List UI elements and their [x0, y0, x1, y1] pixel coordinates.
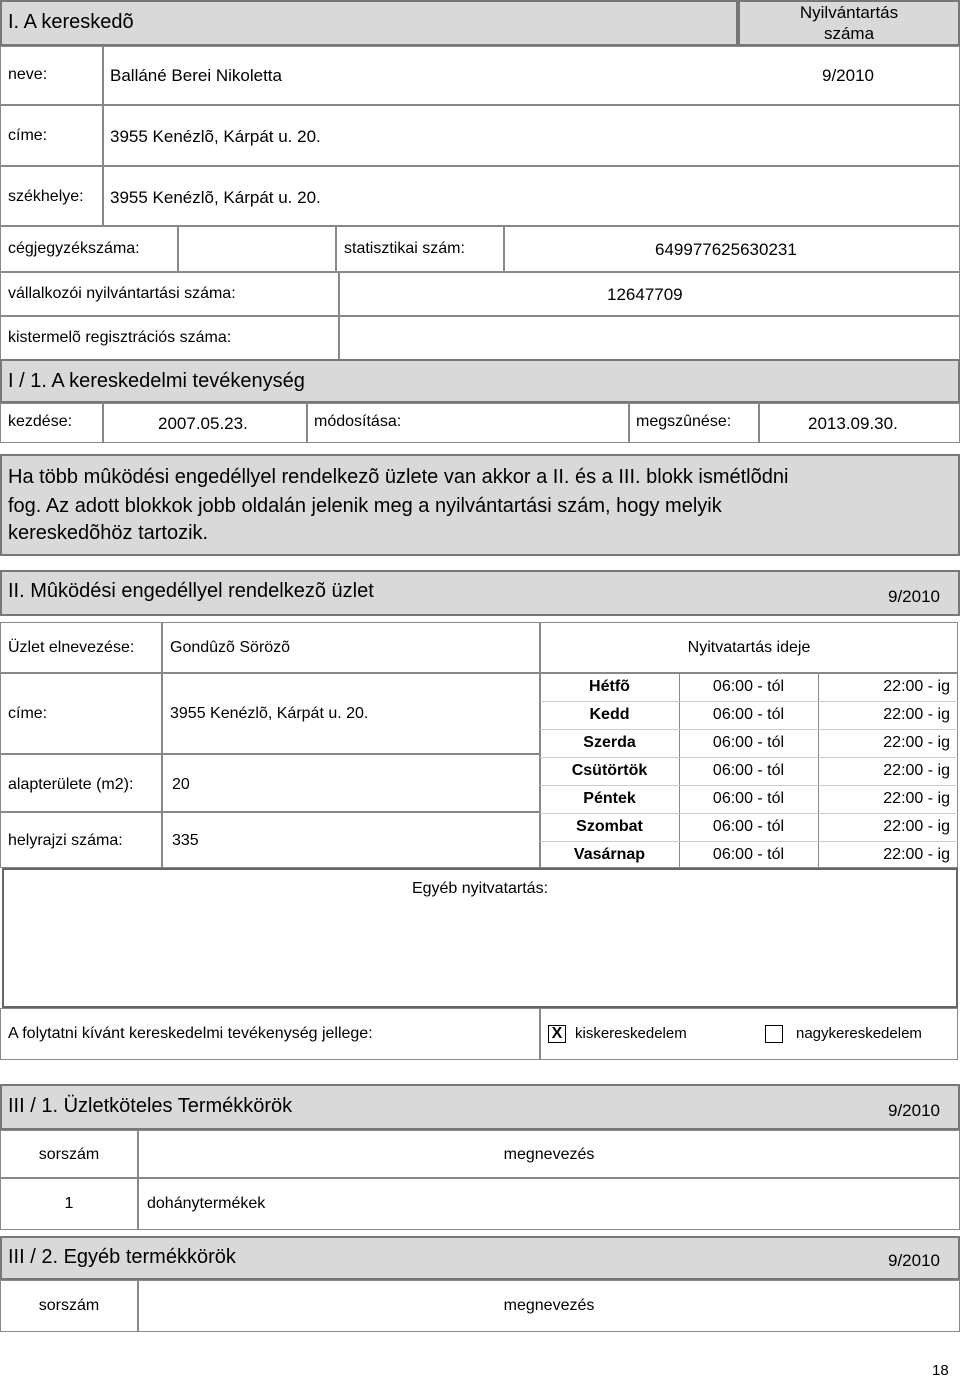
hours-from: 06:00 - tól — [712, 762, 785, 779]
hours-from: 06:00 - tól — [712, 706, 785, 723]
nyilv-value: 9/2010 — [822, 66, 874, 85]
hours-day: Szombat — [576, 818, 643, 835]
section3-1-nyilv-value: 9/2010 — [888, 1101, 940, 1120]
alapterulet-value: 20 — [172, 776, 190, 793]
notice-line-2: fog. Az adott blokkok jobb oldalán jelenik meg a nyilvántartási szám, hogy melyik — [8, 495, 722, 517]
jellege-label: A folytatni kívánt kereskedelmi tevékenység jellege: — [8, 1025, 373, 1042]
alapterulet-label: alapterülete (m2): — [8, 776, 134, 793]
section2-nyilv-value: 9/2010 — [888, 587, 940, 606]
szekhely-value: 3955 Kenézlõ, Kárpát u. 20. — [110, 188, 321, 207]
hours-from: 06:00 - tól — [712, 818, 785, 835]
szekhely-label: székhelye: — [8, 188, 84, 205]
statisztikai-label: statisztikai szám: — [344, 240, 465, 257]
hours-day: Vasárnap — [573, 846, 646, 863]
s31-row-sorszam: 1 — [64, 1195, 74, 1212]
s31-col-megnevezes: megnevezés — [503, 1146, 595, 1163]
uzlet-label: Üzlet elnevezése: — [8, 639, 135, 656]
section1-title: I. A kereskedõ — [8, 11, 134, 33]
hours-day: Hétfõ — [589, 678, 630, 695]
vallalkozoi-label: vállalkozói nyilvántartási száma: — [8, 285, 236, 302]
neve-value: Balláné Berei Nikoletta — [110, 66, 282, 85]
hours-to: 22:00 - ig — [883, 762, 950, 779]
nagykeres-checkbox[interactable] — [765, 1025, 783, 1043]
egyeb-label: Egyéb nyitvatartás: — [411, 880, 549, 897]
nyitvatartas-label: Nyitvatartás ideje — [687, 639, 811, 656]
helyrajzi-value-cell — [162, 812, 540, 868]
hours-to: 22:00 - ig — [883, 706, 950, 723]
nyilv-label-1: Nyilvántartás — [799, 3, 899, 22]
nyilv-label-2: száma — [823, 24, 875, 43]
hours-to: 22:00 - ig — [883, 734, 950, 751]
hours-from: 06:00 - tól — [712, 846, 785, 863]
kezdese-value: 2007.05.23. — [158, 414, 248, 433]
hours-to: 22:00 - ig — [883, 818, 950, 835]
notice-line-3: kereskedõhöz tartozik. — [8, 522, 209, 544]
s31-row-megnevezes: dohánytermékek — [147, 1195, 266, 1212]
s32-col-megnevezes: megnevezés — [503, 1297, 595, 1314]
s31-col-sorszam: sorszám — [38, 1146, 100, 1163]
page-number: 18 — [932, 1362, 949, 1379]
neve-label: neve: — [8, 66, 48, 83]
kezdese-label: kezdése: — [8, 413, 73, 430]
statisztikai-value: 649977625630231 — [655, 240, 797, 259]
section3-2-title: III / 2. Egyéb termékkörök — [8, 1246, 236, 1268]
hours-day: Kedd — [589, 706, 630, 723]
notice-line-1: Ha több mûködési engedéllyel rendelkezõ üzlete van akkor a II. és a III. blokk ismétlõdni — [8, 466, 789, 488]
nagykeres-label: nagykereskedelem — [796, 1025, 922, 1042]
cime-label: címe: — [8, 127, 48, 144]
hours-to: 22:00 - ig — [883, 678, 950, 695]
hours-to: 22:00 - ig — [883, 846, 950, 863]
hours-from: 06:00 - tól — [712, 678, 785, 695]
cime2-value: 3955 Kenézlõ, Kárpát u. 20. — [170, 705, 369, 722]
cegjegyzek-value-cell — [178, 226, 336, 272]
hours-from: 06:00 - tól — [712, 734, 785, 751]
kiskeres-label: kiskereskedelem — [575, 1025, 687, 1042]
section1-1-title: I / 1. A kereskedelmi tevékenység — [8, 370, 305, 392]
megszunese-value: 2013.09.30. — [808, 414, 898, 433]
cime2-label: címe: — [8, 705, 48, 722]
cegjegyzek-label: cégjegyzékszáma: — [8, 240, 140, 257]
hours-row-divider — [540, 757, 958, 758]
section3-1-title: III / 1. Üzletköteles Termékkörök — [8, 1095, 293, 1117]
hours-day: Csütörtök — [571, 762, 648, 779]
uzlet-value: Gondûzõ Sörözõ — [170, 639, 291, 656]
hours-row-divider — [540, 785, 958, 786]
section3-2-nyilv-value: 9/2010 — [888, 1251, 940, 1270]
helyrajzi-label: helyrajzi száma: — [8, 832, 123, 849]
hours-row-divider — [540, 813, 958, 814]
kistermelo-label: kistermelõ regisztrációs száma: — [8, 329, 232, 346]
vallalkozoi-value: 12647709 — [607, 285, 683, 304]
hours-from: 06:00 - tól — [712, 790, 785, 807]
hours-day: Szerda — [583, 734, 636, 751]
kiskeres-checkbox[interactable]: X — [548, 1025, 566, 1043]
hours-to: 22:00 - ig — [883, 790, 950, 807]
kistermelo-value-cell — [339, 316, 960, 360]
alapterulet-value-cell — [162, 754, 540, 812]
hours-day: Péntek — [583, 790, 636, 807]
hours-row-divider — [540, 841, 958, 842]
megszunese-label: megszûnése: — [636, 413, 732, 430]
helyrajzi-value: 335 — [172, 832, 199, 849]
modositasa-label: módosítása: — [314, 413, 402, 430]
hours-row-divider — [540, 729, 958, 730]
section2-title: II. Mûködési engedéllyel rendelkezõ üzlet — [8, 580, 374, 602]
cime-value: 3955 Kenézlõ, Kárpát u. 20. — [110, 127, 321, 146]
hours-row-divider — [540, 701, 958, 702]
s32-col-sorszam: sorszám — [38, 1297, 100, 1314]
